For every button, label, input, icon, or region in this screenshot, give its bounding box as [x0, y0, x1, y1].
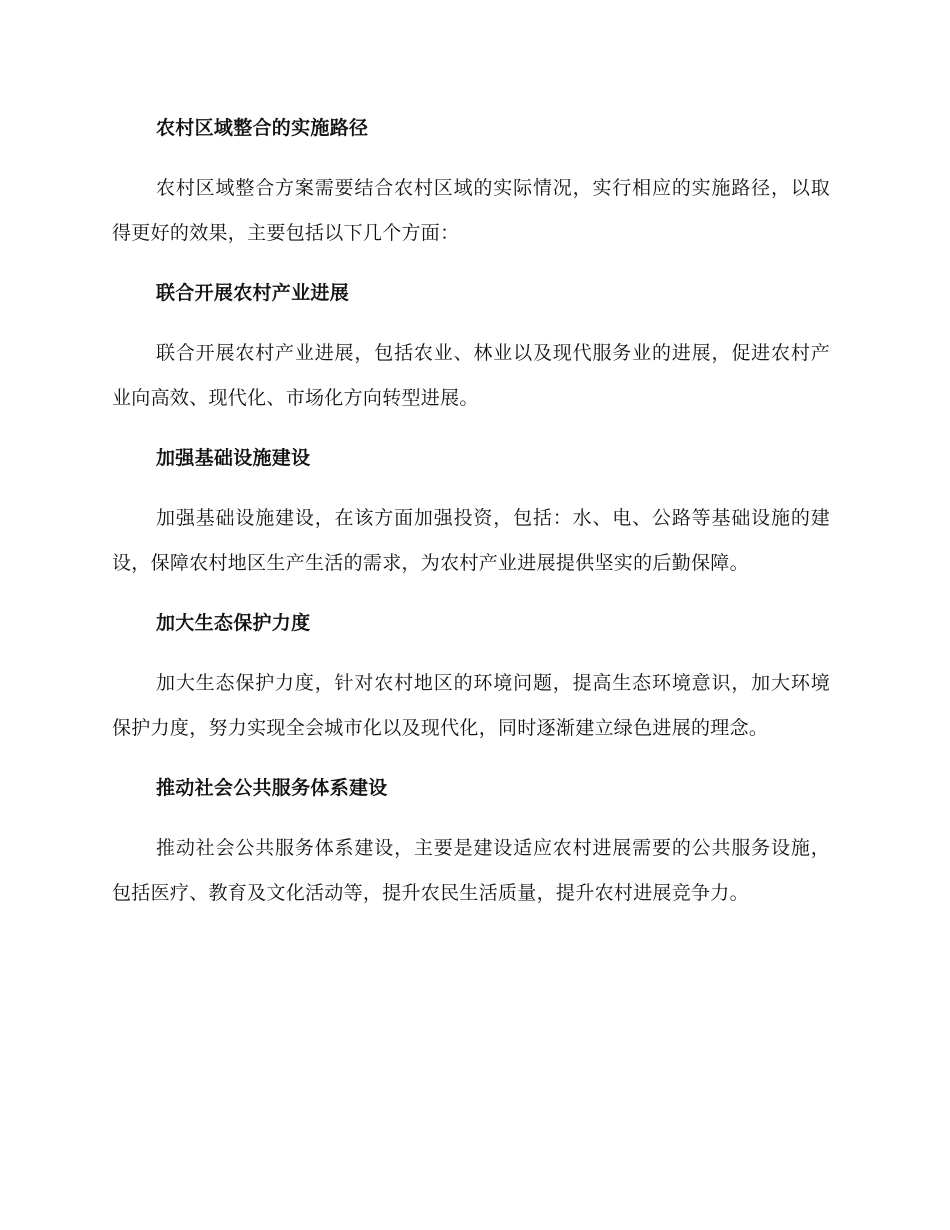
section-heading-ecological-protection: 加大生态保护力度 — [156, 612, 311, 634]
section-paragraph-ecological-protection: 加大生态保护力度，针对农村地区的环境问题，提高生态环境意识，加大环境保护力度，努力实现全会城市化以及现代化，同时逐渐建立绿色进展的理念。 — [112, 672, 830, 739]
section-heading-infrastructure: 加强基础设施建设 — [156, 447, 311, 469]
section-paragraph-public-services: 推动社会公共服务体系建设，主要是建设适应农村进展需要的公共服务设施，包括医疗、教育及文化活动等，提升农民生活质量，提升农村进展竞争力。 — [112, 837, 830, 904]
section-heading-implementation-path: 农村区域整合的实施路径 — [156, 117, 369, 139]
section-heading-industry-development: 联合开展农村产业进展 — [156, 282, 350, 304]
section-heading-public-services: 推动社会公共服务体系建设 — [156, 777, 388, 799]
section-paragraph-implementation-path: 农村区域整合方案需要结合农村区域的实际情况，实行相应的实施路径，以取得更好的效果，主要包括以下几个方面： — [112, 177, 830, 244]
section-paragraph-industry-development: 联合开展农村产业进展，包括农业、林业以及现代服务业的进展，促进农村产业向高效、现代化、市场化方向转型进展。 — [112, 342, 830, 409]
document-page — [112, 108, 830, 915]
section-paragraph-infrastructure: 加强基础设施建设，在该方面加强投资，包括：水、电、公路等基础设施的建设，保障农村地区生产生活的需求，为农村产业进展提供坚实的后勤保障。 — [112, 507, 830, 574]
